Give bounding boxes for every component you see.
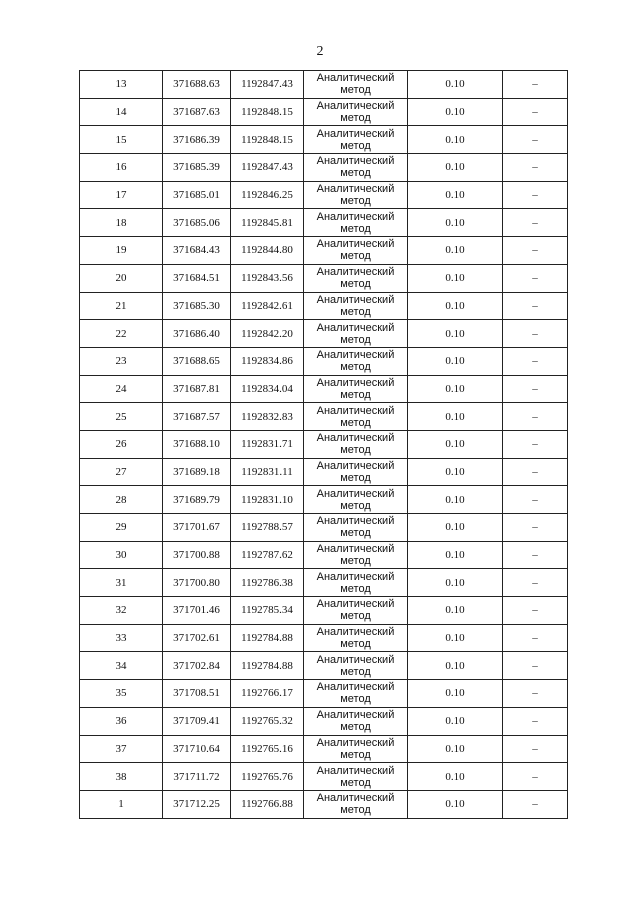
method-cell [304,71,408,99]
method-line-2: метод [340,499,371,512]
method-line-1: Аналитический [316,764,395,777]
note-cell: – [503,209,568,237]
note-cell: – [503,403,568,431]
method-line-1: Аналитический [316,321,395,334]
table-row [80,458,568,486]
method-cell [304,458,408,486]
x-coordinate-cell: 371689.79 [163,486,231,514]
method-line-2: метод [340,804,371,817]
method-line-1: Аналитический [316,626,395,639]
accuracy-cell: 0.10 [408,237,503,265]
y-coordinate-cell: 1192831.71 [231,430,304,458]
y-coordinate-cell: 1192784.88 [231,652,304,680]
coordinates-table-body [80,71,568,819]
note-cell: – [503,126,568,154]
table-row [80,209,568,237]
point-number-cell: 29 [80,514,163,542]
table-row [80,237,568,265]
method-line-1: Аналитический [316,266,395,279]
page-number: 2 [316,44,324,59]
point-number-cell: 1 [80,790,163,818]
table-row [80,154,568,182]
method-line-1: Аналитический [316,543,395,556]
accuracy-cell: 0.10 [408,735,503,763]
point-number-cell: 38 [80,763,163,791]
accuracy-cell: 0.10 [408,375,503,403]
method-line-1: Аналитический [316,238,395,251]
table-row [80,292,568,320]
y-coordinate-cell: 1192848.15 [231,126,304,154]
point-number-cell: 32 [80,597,163,625]
point-number-cell: 27 [80,458,163,486]
method-line-2: метод [340,388,371,401]
table-row [80,320,568,348]
note-cell: – [503,624,568,652]
note-cell: – [503,375,568,403]
method-line-1: Аналитический [316,127,395,140]
point-number-cell: 33 [80,624,163,652]
method-line-1: Аналитический [316,349,395,362]
method-line-2: метод [340,305,371,318]
y-coordinate-cell: 1192831.11 [231,458,304,486]
note-cell: – [503,237,568,265]
point-number-cell: 20 [80,264,163,292]
x-coordinate-cell: 371685.06 [163,209,231,237]
table-row [80,264,568,292]
accuracy-cell: 0.10 [408,403,503,431]
table-row [80,181,568,209]
x-coordinate-cell: 371700.80 [163,569,231,597]
table-row [80,403,568,431]
y-coordinate-cell: 1192831.10 [231,486,304,514]
x-coordinate-cell: 371688.63 [163,71,231,99]
x-coordinate-cell: 371687.81 [163,375,231,403]
note-cell: – [503,347,568,375]
note-cell: – [503,458,568,486]
accuracy-cell: 0.10 [408,652,503,680]
point-number-cell: 13 [80,71,163,99]
method-cell [304,347,408,375]
method-line-1: Аналитический [316,100,395,113]
method-line-2: метод [340,665,371,678]
x-coordinate-cell: 371687.63 [163,98,231,126]
method-line-2: метод [340,776,371,789]
accuracy-cell: 0.10 [408,126,503,154]
x-coordinate-cell: 371710.64 [163,735,231,763]
method-line-2: метод [340,721,371,734]
point-number-cell: 31 [80,569,163,597]
table-row [80,375,568,403]
method-cell [304,264,408,292]
y-coordinate-cell: 1192787.62 [231,541,304,569]
x-coordinate-cell: 371686.39 [163,126,231,154]
accuracy-cell: 0.10 [408,569,503,597]
x-coordinate-cell: 371711.72 [163,763,231,791]
note-cell: – [503,181,568,209]
table-row [80,735,568,763]
method-line-1: Аналитический [316,404,395,417]
y-coordinate-cell: 1192832.83 [231,403,304,431]
y-coordinate-cell: 1192788.57 [231,514,304,542]
method-cell [304,735,408,763]
note-cell: – [503,486,568,514]
y-coordinate-cell: 1192786.38 [231,569,304,597]
table-row [80,98,568,126]
method-line-2: метод [340,555,371,568]
method-cell [304,541,408,569]
accuracy-cell: 0.10 [408,320,503,348]
method-line-1: Аналитический [316,736,395,749]
note-cell: – [503,292,568,320]
note-cell: – [503,680,568,708]
point-number-cell: 17 [80,181,163,209]
method-line-1: Аналитический [316,515,395,528]
table-row [80,430,568,458]
method-line-2: метод [340,278,371,291]
table-row [80,707,568,735]
method-cell [304,98,408,126]
method-cell [304,154,408,182]
table-row [80,597,568,625]
y-coordinate-cell: 1192834.86 [231,347,304,375]
point-number-cell: 15 [80,126,163,154]
table-row [80,514,568,542]
accuracy-cell: 0.10 [408,624,503,652]
accuracy-cell: 0.10 [408,98,503,126]
point-number-cell: 25 [80,403,163,431]
x-coordinate-cell: 371685.01 [163,181,231,209]
accuracy-cell: 0.10 [408,209,503,237]
method-line-1: Аналитический [316,681,395,694]
point-number-cell: 22 [80,320,163,348]
y-coordinate-cell: 1192765.16 [231,735,304,763]
point-number-cell: 26 [80,430,163,458]
accuracy-cell: 0.10 [408,597,503,625]
method-line-1: Аналитический [316,210,395,223]
accuracy-cell: 0.10 [408,181,503,209]
y-coordinate-cell: 1192845.81 [231,209,304,237]
method-line-2: метод [340,250,371,263]
accuracy-cell: 0.10 [408,458,503,486]
x-coordinate-cell: 371709.41 [163,707,231,735]
method-cell [304,624,408,652]
x-coordinate-cell: 371687.57 [163,403,231,431]
coordinates-table [79,70,568,819]
accuracy-cell: 0.10 [408,514,503,542]
point-number-cell: 37 [80,735,163,763]
note-cell: – [503,264,568,292]
y-coordinate-cell: 1192847.43 [231,71,304,99]
method-line-2: метод [340,693,371,706]
method-line-1: Аналитический [316,72,395,85]
x-coordinate-cell: 371702.61 [163,624,231,652]
method-line-1: Аналитический [316,709,395,722]
table-row [80,126,568,154]
method-line-1: Аналитический [316,183,395,196]
y-coordinate-cell: 1192844.80 [231,237,304,265]
table-row [80,486,568,514]
method-cell [304,707,408,735]
table-row [80,790,568,818]
x-coordinate-cell: 371686.40 [163,320,231,348]
accuracy-cell: 0.10 [408,430,503,458]
x-coordinate-cell: 371684.43 [163,237,231,265]
accuracy-cell: 0.10 [408,486,503,514]
note-cell: – [503,430,568,458]
point-number-cell: 36 [80,707,163,735]
table-row [80,347,568,375]
note-cell: – [503,320,568,348]
point-number-cell: 19 [80,237,163,265]
method-line-2: метод [340,139,371,152]
table-row [80,71,568,99]
method-cell [304,209,408,237]
method-line-2: метод [340,333,371,346]
point-number-cell: 34 [80,652,163,680]
point-number-cell: 21 [80,292,163,320]
note-cell: – [503,154,568,182]
method-cell [304,126,408,154]
method-cell [304,680,408,708]
note-cell: – [503,98,568,126]
method-line-2: метод [340,638,371,651]
point-number-cell: 14 [80,98,163,126]
note-cell: – [503,569,568,597]
y-coordinate-cell: 1192842.20 [231,320,304,348]
y-coordinate-cell: 1192843.56 [231,264,304,292]
method-cell [304,320,408,348]
method-line-2: метод [340,222,371,235]
y-coordinate-cell: 1192842.61 [231,292,304,320]
x-coordinate-cell: 371701.46 [163,597,231,625]
accuracy-cell: 0.10 [408,541,503,569]
point-number-cell: 24 [80,375,163,403]
x-coordinate-cell: 371712.25 [163,790,231,818]
note-cell: – [503,514,568,542]
table-row [80,680,568,708]
method-line-2: метод [340,610,371,623]
y-coordinate-cell: 1192765.32 [231,707,304,735]
note-cell: – [503,541,568,569]
point-number-cell: 35 [80,680,163,708]
x-coordinate-cell: 371700.88 [163,541,231,569]
method-cell [304,486,408,514]
method-line-1: Аналитический [316,432,395,445]
note-cell: – [503,735,568,763]
method-cell [304,652,408,680]
y-coordinate-cell: 1192785.34 [231,597,304,625]
x-coordinate-cell: 371685.30 [163,292,231,320]
x-coordinate-cell: 371688.65 [163,347,231,375]
point-number-cell: 18 [80,209,163,237]
method-line-2: метод [340,748,371,761]
y-coordinate-cell: 1192848.15 [231,98,304,126]
point-number-cell: 23 [80,347,163,375]
method-line-2: метод [340,416,371,429]
note-cell: – [503,597,568,625]
y-coordinate-cell: 1192765.76 [231,763,304,791]
method-cell [304,514,408,542]
method-line-2: метод [340,195,371,208]
method-line-1: Аналитический [316,155,395,168]
accuracy-cell: 0.10 [408,707,503,735]
method-line-1: Аналитический [316,376,395,389]
method-cell [304,430,408,458]
y-coordinate-cell: 1192847.43 [231,154,304,182]
accuracy-cell: 0.10 [408,71,503,99]
accuracy-cell: 0.10 [408,347,503,375]
method-cell [304,237,408,265]
method-line-2: метод [340,444,371,457]
y-coordinate-cell: 1192834.04 [231,375,304,403]
method-line-2: метод [340,527,371,540]
method-line-1: Аналитический [316,570,395,583]
method-cell [304,181,408,209]
method-line-1: Аналитический [316,598,395,611]
y-coordinate-cell: 1192846.25 [231,181,304,209]
method-line-2: метод [340,361,371,374]
method-cell [304,597,408,625]
accuracy-cell: 0.10 [408,264,503,292]
x-coordinate-cell: 371708.51 [163,680,231,708]
accuracy-cell: 0.10 [408,763,503,791]
point-number-cell: 30 [80,541,163,569]
x-coordinate-cell: 371689.18 [163,458,231,486]
accuracy-cell: 0.10 [408,154,503,182]
note-cell: – [503,71,568,99]
table-row [80,763,568,791]
method-cell [304,763,408,791]
accuracy-cell: 0.10 [408,790,503,818]
y-coordinate-cell: 1192766.88 [231,790,304,818]
method-line-2: метод [340,582,371,595]
method-line-1: Аналитический [316,293,395,306]
x-coordinate-cell: 371688.10 [163,430,231,458]
method-line-1: Аналитический [316,653,395,666]
method-cell [304,292,408,320]
x-coordinate-cell: 371684.51 [163,264,231,292]
method-line-1: Аналитический [316,792,395,805]
point-number-cell: 28 [80,486,163,514]
note-cell: – [503,790,568,818]
accuracy-cell: 0.10 [408,292,503,320]
method-line-1: Аналитический [316,487,395,500]
y-coordinate-cell: 1192784.88 [231,624,304,652]
method-line-1: Аналитический [316,459,395,472]
note-cell: – [503,763,568,791]
note-cell: – [503,652,568,680]
method-cell [304,403,408,431]
method-line-2: метод [340,84,371,97]
point-number-cell: 16 [80,154,163,182]
method-line-2: метод [340,112,371,125]
x-coordinate-cell: 371685.39 [163,154,231,182]
method-cell [304,375,408,403]
y-coordinate-cell: 1192766.17 [231,680,304,708]
note-cell: – [503,707,568,735]
method-cell [304,569,408,597]
table-row [80,541,568,569]
table-row [80,652,568,680]
method-line-2: метод [340,471,371,484]
table-row [80,624,568,652]
method-line-2: метод [340,167,371,180]
accuracy-cell: 0.10 [408,680,503,708]
x-coordinate-cell: 371701.67 [163,514,231,542]
method-cell [304,790,408,818]
x-coordinate-cell: 371702.84 [163,652,231,680]
table-row [80,569,568,597]
